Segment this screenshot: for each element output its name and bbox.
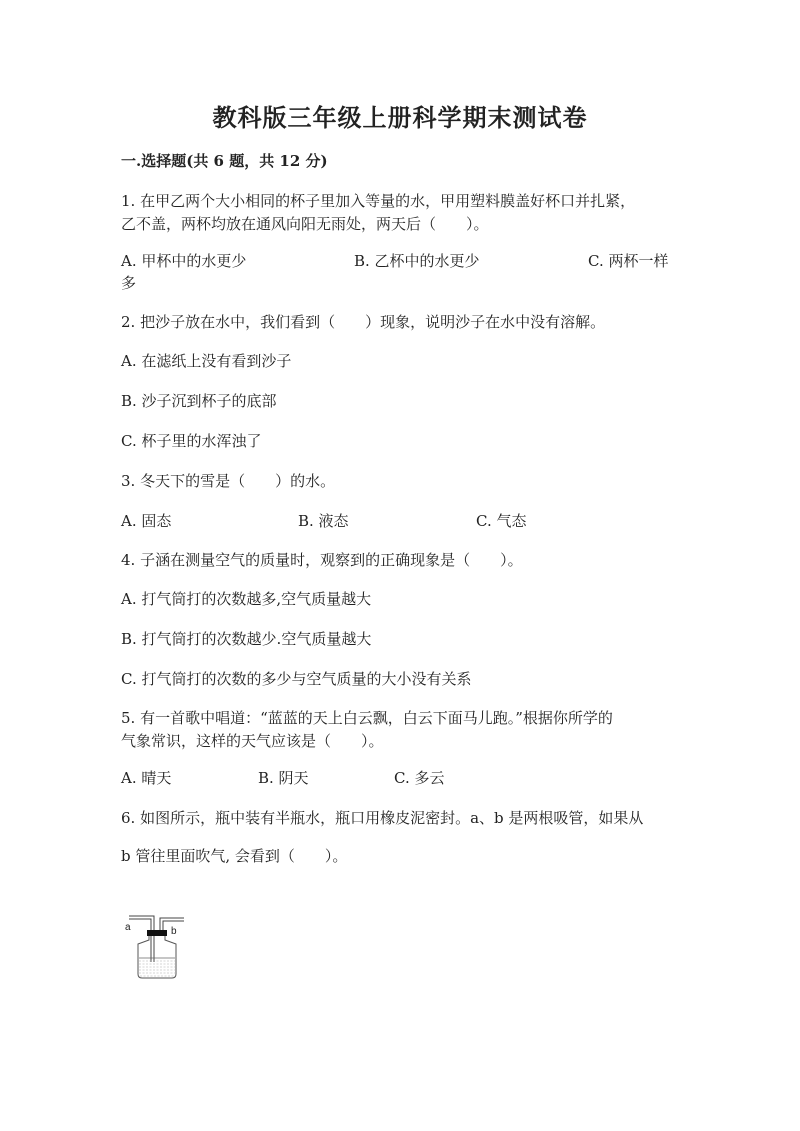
question-3-option-b: B. 液态 bbox=[298, 512, 349, 530]
question-2-option-b: B. 沙子沉到杯子的底部 bbox=[121, 392, 277, 410]
bottle bbox=[138, 936, 176, 978]
question-1-option-b: B. 乙杯中的水更少 bbox=[354, 252, 480, 270]
page-title: 教科版三年级上册科学期末测试卷 bbox=[212, 103, 588, 132]
straw-a bbox=[129, 916, 154, 962]
water bbox=[139, 958, 175, 976]
question-5-stem-line-1: 5. 有一首歌中唱道：“蓝蓝的天上白云飘，白云下面马儿跑。”根据你所学的 bbox=[121, 709, 613, 727]
bottle-straw-figure bbox=[124, 912, 188, 980]
stopper bbox=[147, 930, 167, 936]
question-1-stem-line-1: 1. 在甲乙两个大小相同的杯子里加入等量的水，甲用塑料膜盖好杯口并扎紧， bbox=[121, 192, 636, 210]
question-3-option-a: A. 固态 bbox=[121, 512, 172, 530]
question-6-stem-line-1: 6. 如图所示，瓶中装有半瓶水，瓶口用橡皮泥密封。a、b 是两根吸管，如果从 bbox=[121, 809, 644, 827]
section-heading: 一.选择题(共 6 题，共 12 分) bbox=[121, 152, 328, 170]
question-3-stem: 3. 冬天下的雪是（ ）的水。 bbox=[121, 472, 336, 490]
question-5-option-a: A. 晴天 bbox=[121, 769, 172, 787]
question-1-option-c-wrap: 多 bbox=[121, 274, 137, 292]
question-4-option-c: C. 打气筒打的次数的多少与空气质量的大小没有关系 bbox=[121, 670, 472, 688]
question-1-option-a: A. 甲杯中的水更少 bbox=[121, 252, 247, 270]
question-6-stem-line-2: b 管往里面吹气, 会看到（ ）。 bbox=[121, 847, 348, 865]
question-3-option-c: C. 气态 bbox=[476, 512, 527, 530]
question-4-option-a: A. 打气筒打的次数越多,空气质量越大 bbox=[121, 590, 372, 608]
question-1-stem-line-2: 乙不盖，两杯均放在通风向阳无雨处，两天后（ ）。 bbox=[121, 215, 489, 233]
question-4-stem: 4. 子涵在测量空气的质量时，观察到的正确现象是（ ）。 bbox=[121, 551, 523, 569]
question-2-stem: 2. 把沙子放在水中，我们看到（ ）现象，说明沙子在水中没有溶解。 bbox=[121, 313, 606, 331]
question-5-stem-line-2: 气象常识，这样的天气应该是（ ）。 bbox=[121, 732, 384, 750]
label-b: b bbox=[171, 926, 177, 937]
question-4-option-b: B. 打气筒打的次数越少.空气质量越大 bbox=[121, 630, 372, 648]
question-1-option-c: C. 两杯一样 bbox=[588, 252, 669, 270]
question-5-option-c: C. 多云 bbox=[394, 769, 445, 787]
label-a: a bbox=[125, 922, 131, 933]
question-5-option-b: B. 阴天 bbox=[258, 769, 309, 787]
question-2-option-c: C. 杯子里的水浑浊了 bbox=[121, 432, 262, 450]
question-2-option-a: A. 在滤纸上没有看到沙子 bbox=[121, 352, 292, 370]
